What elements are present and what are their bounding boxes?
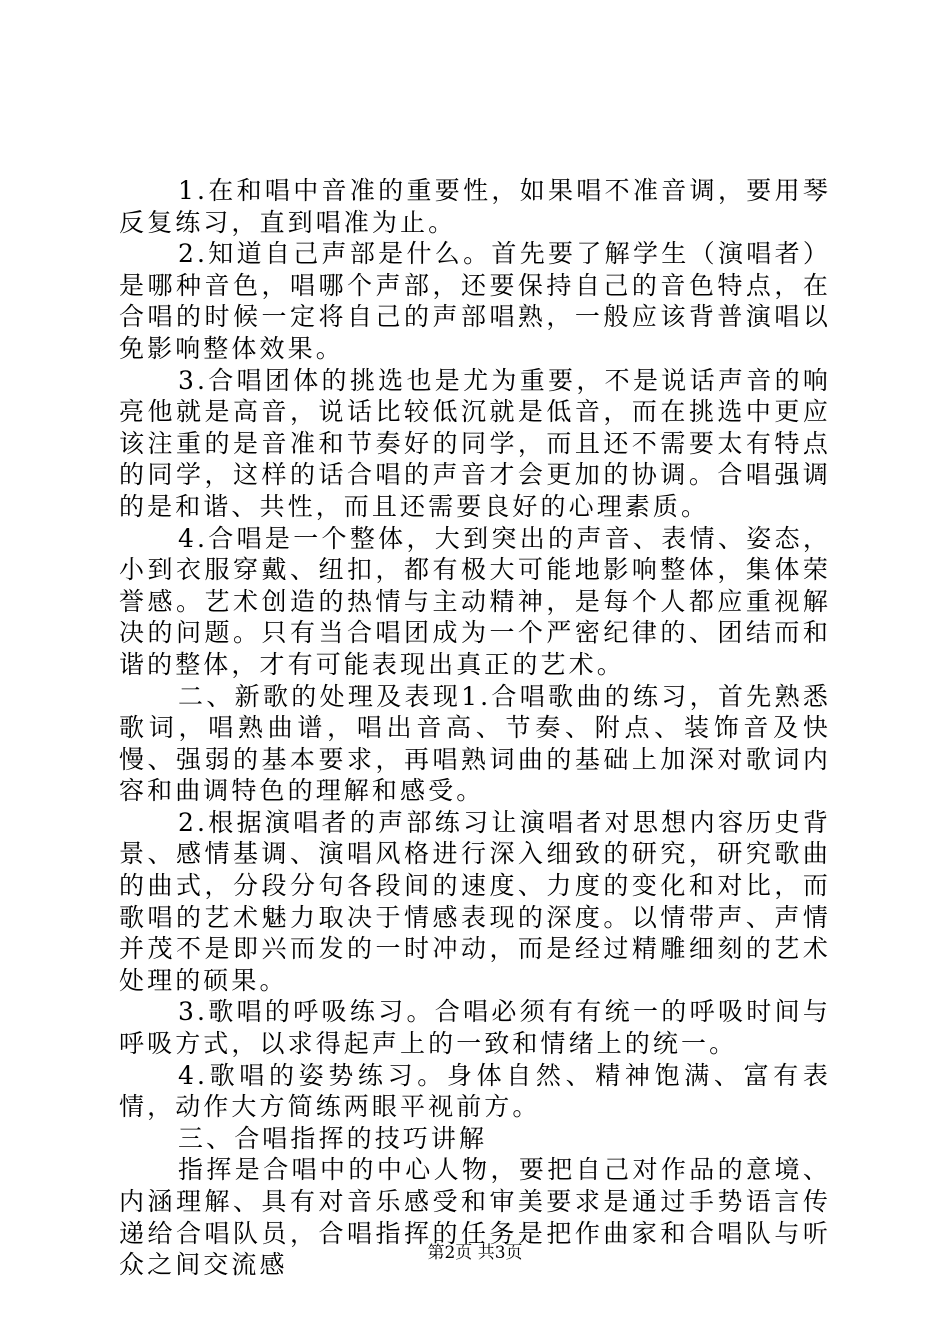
paragraph-7: 3.歌唱的呼吸练习。合唱必须有有统一的呼吸时间与呼吸方式，以求得起声上的一致和情绪上的统一。 bbox=[119, 997, 831, 1059]
page-footer bbox=[0, 1243, 950, 1263]
paragraph-2: 2.知道自己声部是什么。首先要了解学生（演唱者）是哪种音色，唱哪个声部，还要保持自己的音色特点，在合唱的时候一定将自己的声部唱熟，一般应该背普演唱以免影响整体效果。 bbox=[119, 239, 831, 363]
paragraph-6: 2.根据演唱者的声部练习让演唱者对思想内容历史背景、感情基调、演唱风格进行深入细致的研究，研究歌曲的曲式，分段分句各段间的速度、力度的变化和对比，而歌唱的艺术魅力取决于情感表现的深度。以情带声、声情并茂不是即兴而发的一时冲动，而是经过精雕细刻的艺术处理的硕果。 bbox=[119, 807, 831, 995]
paragraph-4: 4.合唱是一个整体，大到突出的声音、表情、姿态，小到衣服穿戴、纽扣，都有极大可能地影响整体，集体荣誉感。艺术创造的热情与主动精神，是每个人都应重视解决的问题。只有当合唱团成为一个严密纪律的、团结而和谐的整体，才有可能表现出真正的艺术。 bbox=[119, 523, 831, 679]
page-number: 第2页 共3页 bbox=[427, 1243, 523, 1263]
document-body bbox=[119, 175, 831, 1281]
paragraph-9: 指挥是合唱中的中心人物，要把自己对作品的意境、内涵理解、具有对音乐感受和审美要求是通过手势语言传递给合唱队员，合唱指挥的任务是把作曲家和合唱队与听众之间交流感 bbox=[119, 1155, 831, 1280]
paragraph-5: 二、新歌的处理及表现1.合唱歌曲的练习，首先熟悉歌词，唱熟曲谱，唱出音高、节奏、附点、装饰音及快慢、强弱的基本要求，再唱熟词曲的基础上加深对歌词内容和曲调特色的理解和感受。 bbox=[119, 681, 831, 806]
paragraph-8: 4.歌唱的姿势练习。身体自然、精神饱满、富有表情，动作大方简练两眼平视前方。 bbox=[119, 1060, 831, 1122]
paragraph-1: 1.在和唱中音准的重要性，如果唱不准音调，要用琴反复练习，直到唱准为止。 bbox=[119, 176, 831, 237]
paragraph-3: 3.合唱团体的挑选也是尤为重要，不是说话声音的响亮他就是高音，说话比较低沉就是低音，而在挑选中更应该注重的是音准和节奏好的同学，而且还不需要太有特点的同学，这样的话合唱的声音才会更加的协调。合唱强调的是和谐、共性，而且还需要良好的心理素质。 bbox=[119, 365, 831, 521]
section-heading: 三、合唱指挥的技巧讲解 bbox=[178, 1123, 488, 1153]
